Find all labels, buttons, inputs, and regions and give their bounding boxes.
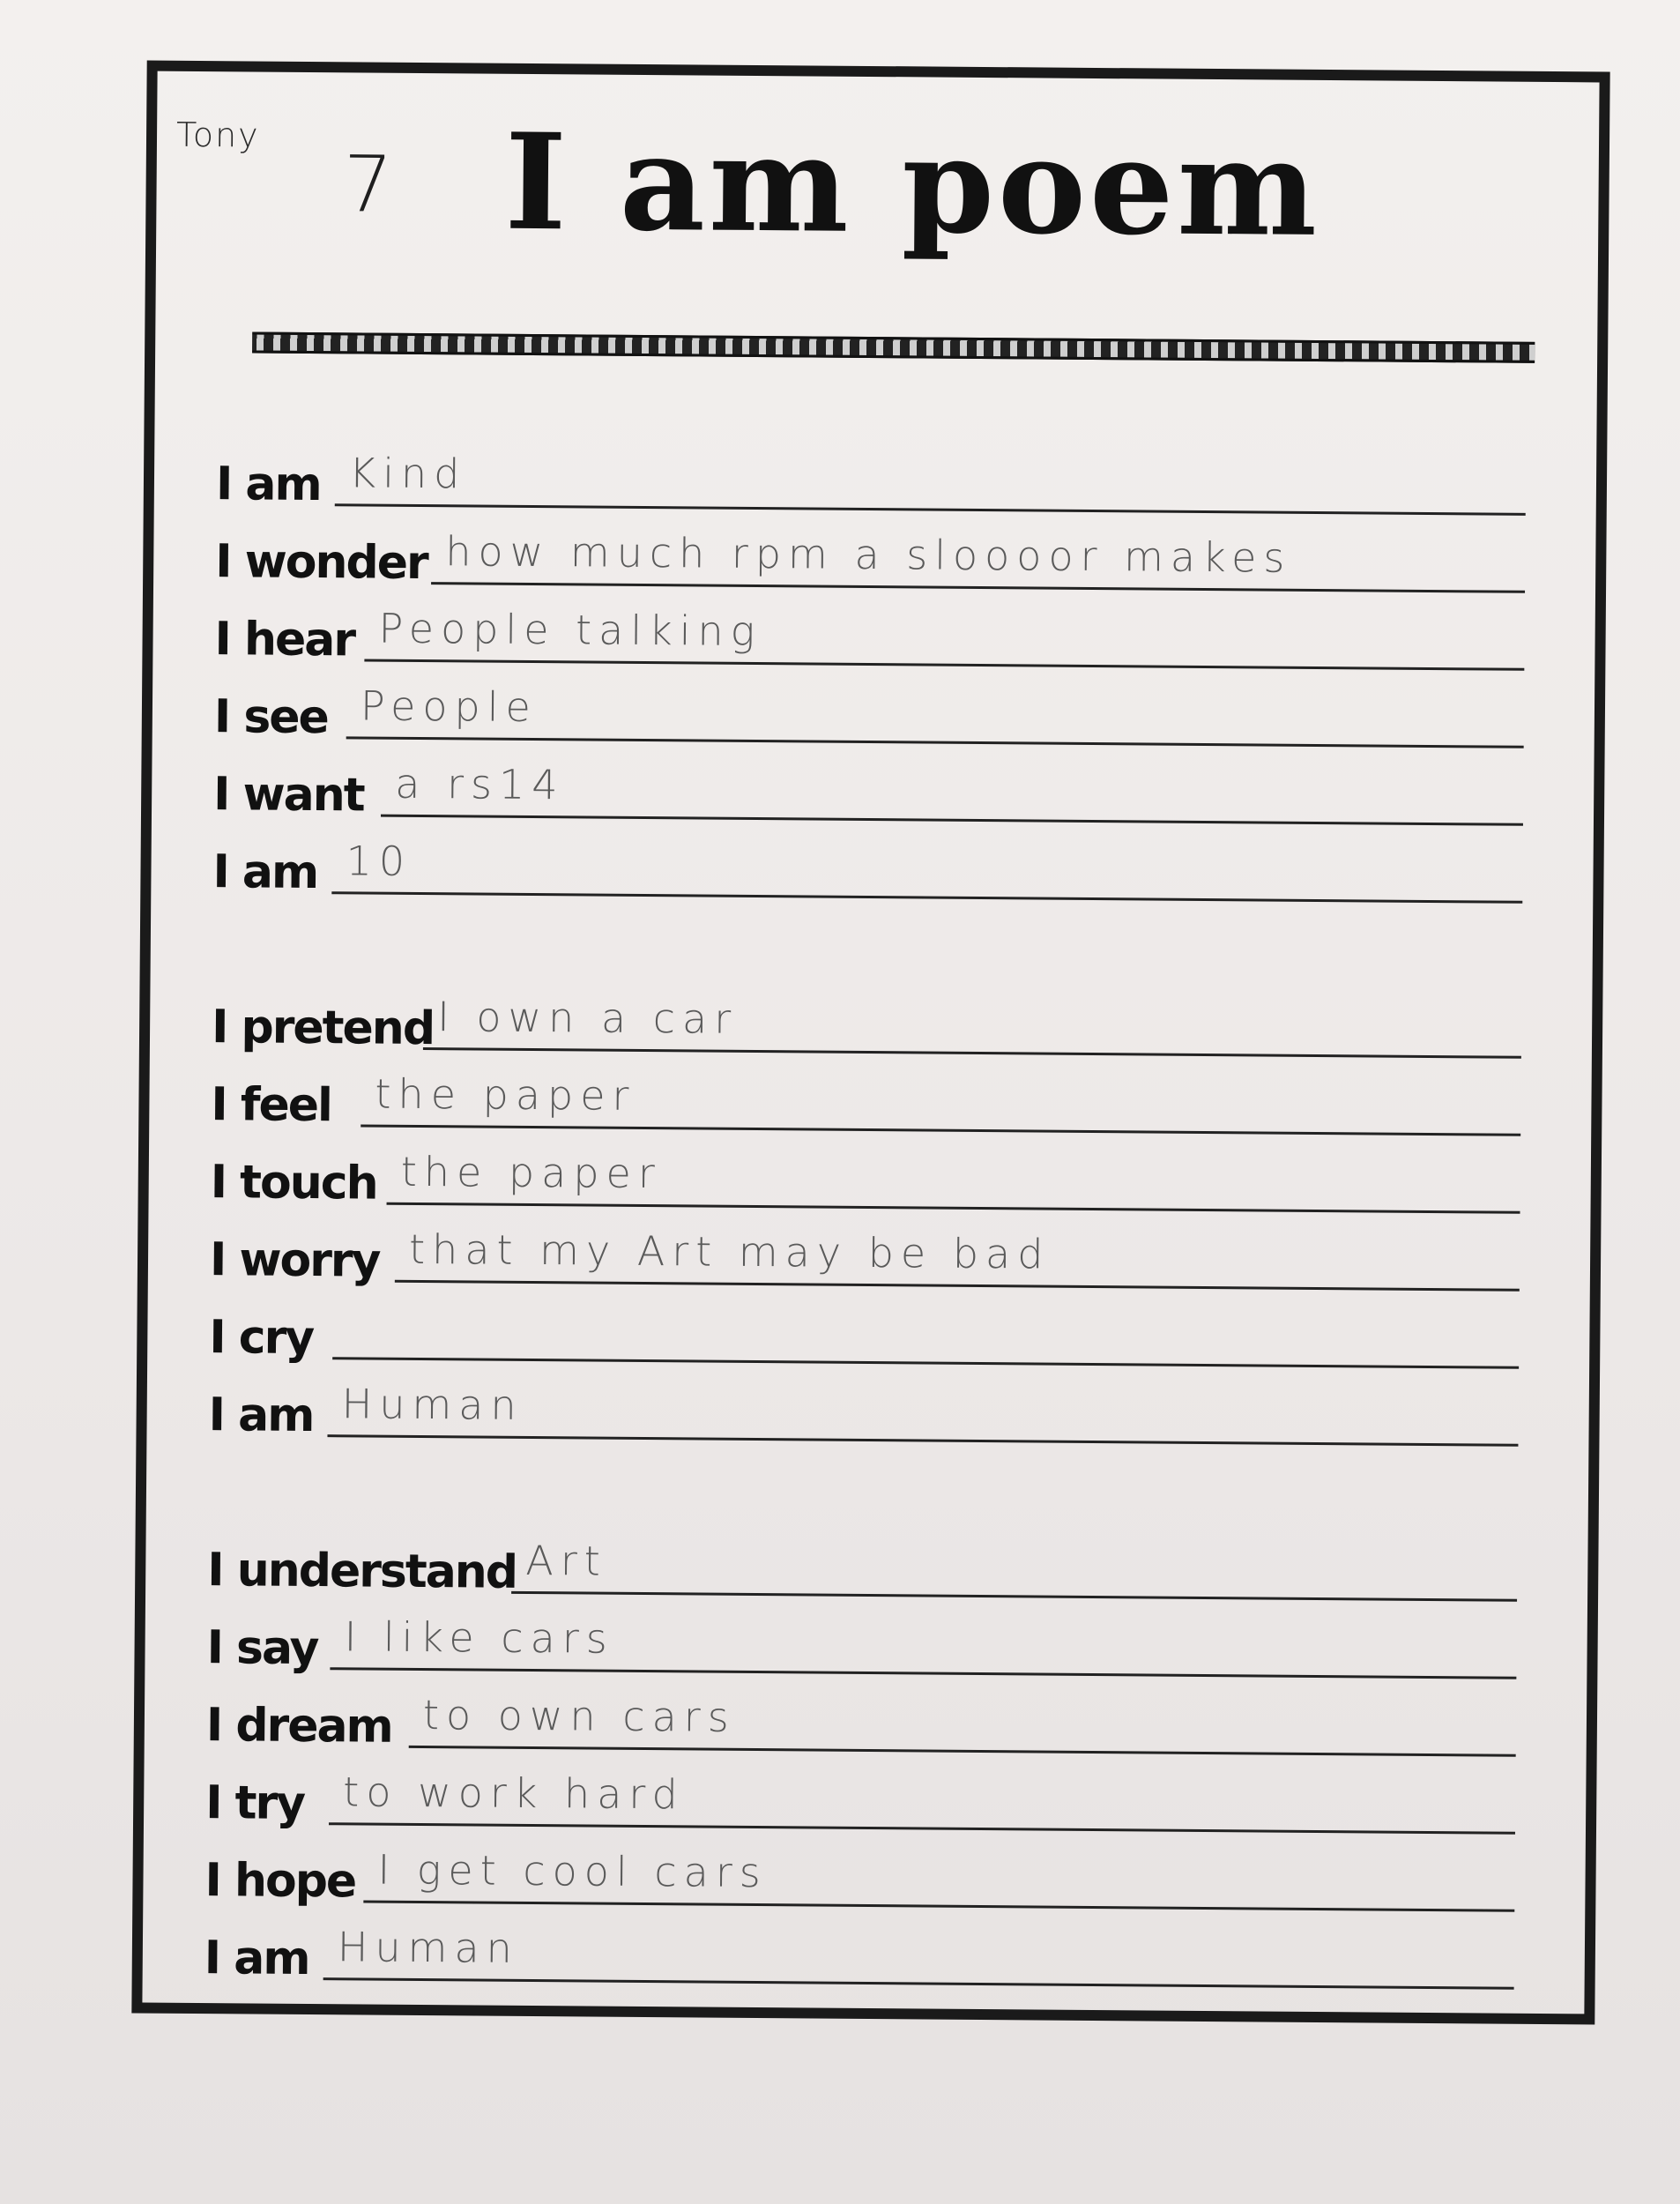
line-prompt: I am (212, 845, 318, 900)
line-prompt: I see (213, 690, 329, 745)
answer-field[interactable] (332, 1295, 1520, 1369)
answer-text: the paper (375, 1069, 636, 1120)
poem-line (210, 1217, 1520, 1299)
answer-text: Human (337, 1923, 520, 1972)
line-prompt: I am (215, 458, 321, 512)
line-prompt: I dream (205, 1699, 392, 1754)
answer-text: I own a car (437, 993, 739, 1043)
answer-text: Human (341, 1380, 524, 1429)
line-prompt: I want (212, 768, 364, 823)
worksheet-title: I am poem (503, 104, 1321, 266)
poem-line (212, 985, 1522, 1066)
student-number: 7 (343, 138, 394, 230)
answer-field[interactable] (395, 1218, 1520, 1292)
answer-text: Kind (348, 449, 467, 498)
answer-text: People (360, 681, 539, 732)
poem-line (204, 1838, 1515, 1919)
poem-line (215, 519, 1526, 600)
poem-line (214, 674, 1525, 756)
answer-text: I like cars (344, 1612, 614, 1663)
answer-text: I get cool cars (377, 1845, 768, 1897)
answer-text: 10 (346, 837, 413, 885)
poem-line (212, 830, 1523, 911)
line-prompt: I try (204, 1776, 305, 1830)
line-prompt: I worry (209, 1233, 380, 1288)
answer-field[interactable] (431, 520, 1526, 593)
line-prompt: I wonder (215, 535, 427, 591)
poem-line (208, 1373, 1519, 1454)
answer-field[interactable] (363, 1839, 1515, 1912)
answer-field[interactable] (364, 597, 1525, 670)
answer-field[interactable] (409, 1684, 1517, 1757)
poem-line (205, 1761, 1516, 1842)
answer-field[interactable] (361, 1062, 1521, 1136)
line-prompt: I understand (207, 1544, 517, 1599)
answer-field[interactable] (323, 1916, 1515, 1990)
poem-line (210, 1140, 1520, 1221)
answer-text: the paper (400, 1147, 662, 1198)
poem-line (206, 1605, 1517, 1687)
worksheet-border (131, 61, 1609, 2025)
student-name: Tony (175, 115, 260, 155)
line-prompt: I feel (211, 1078, 332, 1133)
answer-text: a rs14 (395, 759, 565, 809)
answer-text: to work hard (343, 1768, 685, 1819)
line-prompt: I am (204, 1932, 309, 1986)
answer-text: People talking (378, 604, 762, 656)
answer-field[interactable] (331, 830, 1523, 904)
line-prompt: I hope (204, 1854, 356, 1909)
answer-field[interactable] (423, 986, 1522, 1059)
poem-line (209, 1295, 1520, 1376)
poem-line (204, 1916, 1515, 1997)
answer-field[interactable] (511, 1530, 1518, 1602)
answer-field[interactable] (329, 1761, 1516, 1835)
poem-line (206, 1683, 1517, 1764)
line-prompt: I say (206, 1621, 318, 1676)
decorative-divider (252, 331, 1535, 362)
answer-field[interactable] (346, 674, 1525, 748)
answer-text: to own cars (422, 1691, 736, 1741)
poem-line (214, 597, 1525, 678)
answer-field[interactable] (327, 1373, 1519, 1447)
line-prompt: I hear (214, 613, 355, 667)
answer-field[interactable] (387, 1141, 1521, 1214)
poem-line (213, 752, 1524, 833)
poem-line (216, 442, 1527, 523)
answer-text: that my Art may be bad (408, 1225, 1051, 1278)
answer-text: how much rpm a sloooor makes (445, 527, 1292, 582)
line-prompt: I cry (209, 1311, 314, 1366)
line-prompt: I touch (210, 1156, 377, 1210)
answer-field[interactable] (335, 442, 1527, 516)
answer-field[interactable] (330, 1605, 1517, 1679)
line-prompt: I am (208, 1389, 314, 1443)
answer-text: Art (525, 1536, 608, 1585)
poem-line (211, 1062, 1521, 1143)
line-prompt: I pretend (211, 1001, 435, 1056)
poem-line (207, 1528, 1518, 1609)
answer-field[interactable] (381, 753, 1524, 826)
